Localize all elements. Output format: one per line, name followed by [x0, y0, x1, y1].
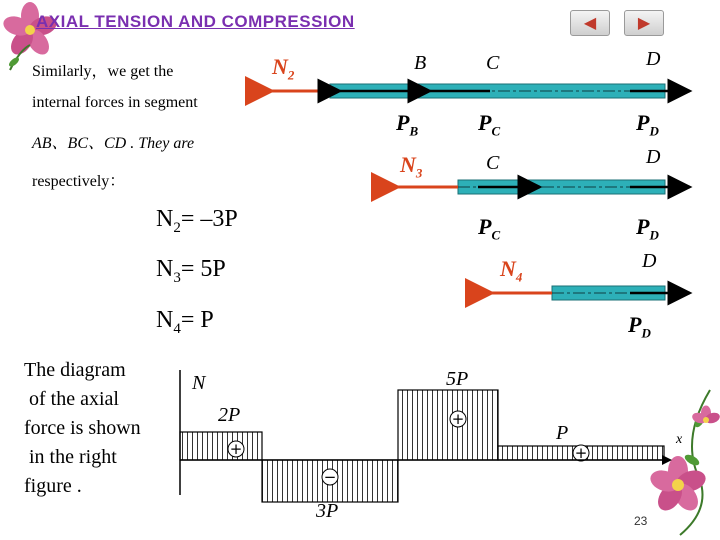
- value-label-2p: 2P: [218, 404, 241, 426]
- sign-symbol-4: +: [574, 444, 588, 462]
- sign-symbol-3: +: [451, 410, 465, 428]
- caption-line-5: figure .: [24, 475, 82, 497]
- force-label-n2: $N_2$: [272, 54, 295, 83]
- point-label-c: C: [486, 52, 500, 74]
- value-label-p: P: [556, 422, 569, 444]
- point-label-d-2: D: [646, 146, 661, 168]
- triangle-left-icon: ◀: [583, 13, 597, 32]
- page-number: 23: [634, 514, 648, 528]
- intro-line-4: respectively：: [32, 173, 126, 190]
- point-label-d: D: [646, 48, 661, 70]
- intro-line-1: Similarly，we get the: [32, 63, 174, 80]
- value-label-3p: 3P: [316, 500, 339, 522]
- force-label-pd-2: $P_D$: [636, 214, 659, 243]
- force-label-pd: $P_D$: [636, 110, 659, 139]
- force-label-n3: $N_3$: [400, 152, 423, 181]
- slide-title: AXIAL TENSION AND COMPRESSION: [36, 12, 355, 31]
- force-label-pb: $P_B$: [396, 110, 419, 139]
- point-label-d-3: D: [642, 250, 657, 272]
- caption-line-3: force is shown: [24, 417, 141, 439]
- point-label-c-2: C: [486, 152, 500, 174]
- point-label-b: B: [414, 52, 427, 74]
- intro-line-2: internal forces in segment: [32, 94, 198, 111]
- axis-label-x: x: [676, 432, 683, 447]
- force-label-n4: $N_4$: [500, 256, 523, 285]
- force-label-pc: $P_C$: [478, 110, 501, 139]
- axis-label-n: N: [192, 372, 206, 394]
- force-label-pc-2: $P_C$: [478, 214, 501, 243]
- result-n4: $N_4= P$: [156, 307, 214, 337]
- caption-line-1: The diagram: [24, 359, 126, 381]
- axial-force-bar-1: [180, 432, 262, 460]
- axial-force-bar-3: [398, 390, 498, 460]
- caption-line-2: of the axial: [24, 388, 119, 410]
- result-n3: $N_3= 5P$: [156, 256, 226, 286]
- caption-line-4: in the right: [24, 446, 117, 468]
- intro-line-3: AB、BC、CD . They are: [32, 135, 195, 152]
- value-label-5p: 5P: [446, 368, 469, 390]
- x-axis-arrowhead: [662, 455, 672, 465]
- force-label-pd-3: $P_D$: [628, 312, 651, 341]
- sign-symbol-1: +: [229, 440, 243, 458]
- triangle-right-icon: ▶: [637, 13, 651, 32]
- sign-symbol-2: −: [323, 468, 337, 486]
- result-n2: $N_2= -3P$: [156, 206, 238, 236]
